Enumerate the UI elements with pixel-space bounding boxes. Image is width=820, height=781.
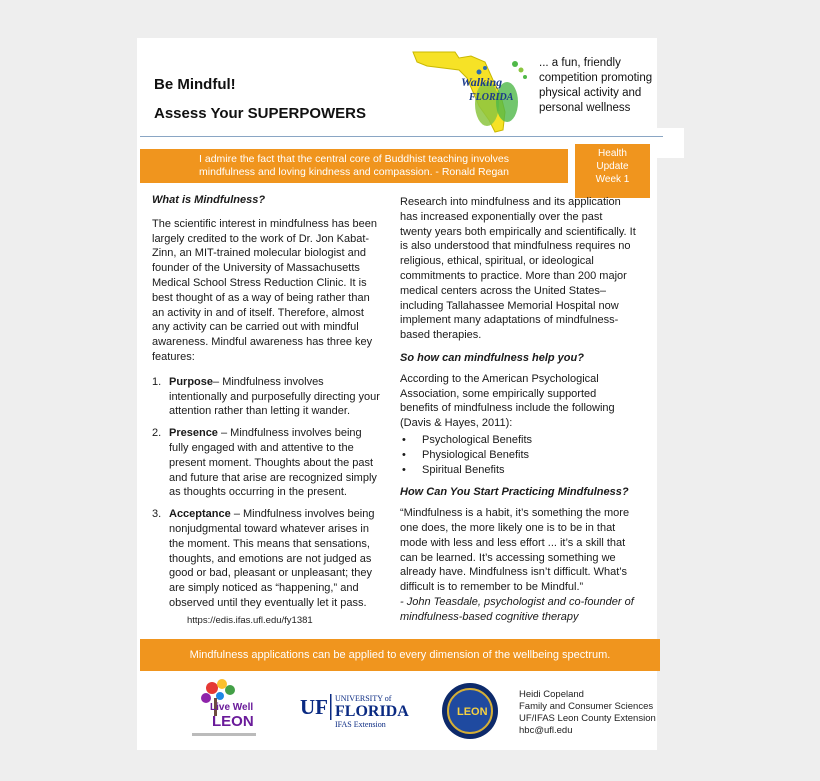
contact-org: UF/IFAS Leon County Extension	[519, 713, 656, 724]
benefit-item: • Physiological Benefits	[400, 448, 637, 463]
feature-term: Purpose	[169, 375, 214, 388]
feature-text: – Mindfulness involves being fully engaged with and attentive to the present moment. Thoughts about the past and future that arise are recognized simply as thoughts occurring in the present.	[169, 427, 377, 499]
contact-email[interactable]: hbc@ufl.edu	[519, 725, 573, 736]
apa-paragraph: According to the American Psychological Association, some empirically supported benefits of mindfulness include the following (Davis & Hayes, 2011):	[400, 372, 615, 430]
feature-item	[152, 375, 382, 419]
bottom-banner: Mindfulness applications can be applied to every dimension of the wellbeing spectrum.	[140, 639, 660, 671]
feature-item	[152, 507, 382, 611]
live-well-leon-logo	[190, 678, 258, 742]
health-update-line-1: Health	[598, 148, 627, 159]
walking-florida-logo	[409, 44, 531, 138]
contact-info	[519, 689, 656, 737]
left-column	[152, 193, 382, 618]
feature-number: 1.	[152, 375, 162, 388]
source-link[interactable]: https://edis.ifas.ufl.edu/fy1381	[187, 615, 313, 626]
intro-paragraph: The scientific interest in mindfulness has been largely credited to the work of Dr. Jon Kabat-Zinn, an MIT-trained molecular biologist and founder of the University of Massachusetts Medical School Stress Reduction Clinic. It is best thought of as a way of being rather than an activity in and of itself. Therefore, almost any activity can be carried out with mindful awareness. Mindful awareness has three key features:	[152, 217, 378, 363]
flyer-page	[137, 38, 657, 750]
ifas-extension-text: IFAS Extension	[335, 720, 386, 729]
feature-number: 3.	[152, 508, 162, 521]
uf-ifas-logo	[300, 690, 410, 730]
contact-dept: Family and Consumer Sciences	[519, 701, 654, 712]
feature-number: 2.	[152, 427, 162, 440]
heading-start-practicing: How Can You Start Practicing Mindfulness?	[400, 486, 629, 499]
live-well-text: Live Well	[210, 702, 254, 713]
benefit-item: • Psychological Benefits	[400, 433, 637, 448]
quote-banner	[140, 149, 568, 183]
leon-text: LEON	[212, 713, 254, 730]
seal-text: LEON	[457, 706, 488, 718]
feature-term: Presence	[169, 427, 218, 440]
side-strip	[657, 128, 684, 158]
right-column	[400, 195, 637, 625]
title-line-1: Be Mindful!	[154, 76, 236, 93]
research-paragraph: Research into mindfulness and its application has increased exponentially over the past twenty years both empirically and scientifically. It is also understood that mindfulness requires no religious, ethical, spiritual, or ideological commitments to practice. More than 200 major medical centers across the United States– including Tallahassee Memorial Hospital now implement many adaptations of mindfulness-based therapies.	[400, 196, 636, 342]
heading-how-can-help: So how can mindfulness help you?	[400, 351, 584, 364]
feature-item	[152, 426, 382, 500]
quote-attribution: - John Teasdale, psychologist and co-founder of mindfulness-based cognitive therapy	[400, 595, 634, 623]
teasdale-quote: “Mindfulness is a habit, it’s something the more one does, the more likely one is to be in that mode with less and less effort ... it’s a skill that can be learned. It’s accessing something we already have. Mindfulness isn’t difficult. What’s difficult is to remember to be Mindful.”	[400, 507, 630, 594]
heading-what-is-mindfulness: What is Mindfulness?	[152, 194, 266, 206]
uf-text: UF	[300, 695, 328, 719]
leon-county-seal	[440, 681, 500, 741]
feature-text: – Mindfulness involves intentionally and purposefully directing your attention rather than letting it wander.	[169, 375, 380, 418]
header-divider	[140, 136, 663, 137]
health-update-badge	[575, 144, 650, 198]
title-line-2: Assess Your SUPERPOWERS	[154, 105, 367, 122]
features-list	[152, 375, 382, 611]
benefit-item: • Spiritual Benefits	[400, 463, 637, 478]
logo-text-walking: Walking	[461, 75, 503, 89]
quote-line-2: mindfulness and loving kindness and compassion. - Ronald Regan	[199, 166, 509, 178]
tagline: ... a fun, friendly competition promoting physical activity and personal wellness	[539, 57, 653, 114]
university-of-text: UNIVERSITY of	[335, 694, 392, 703]
health-update-line-2: Update	[596, 161, 629, 172]
feature-text: – Mindfulness involves being nonjudgmental toward whatever arises in the moment. This means that sensations, thoughts, and emotions are not judged as good or bad, pleasant or unpleasant; they are simply noticed as “happening,” and observed until they eventually let it pass.	[169, 508, 375, 609]
florida-text: FLORIDA	[335, 703, 409, 720]
health-update-line-3: Week 1	[595, 174, 630, 185]
feature-term: Acceptance	[169, 508, 231, 521]
contact-name: Heidi Copeland	[519, 689, 584, 700]
logo-text-florida: FLORIDA	[469, 92, 514, 103]
benefits-list	[400, 433, 637, 477]
quote-line-1: I admire the fact that the central core of Buddhist teaching involves	[199, 153, 509, 165]
